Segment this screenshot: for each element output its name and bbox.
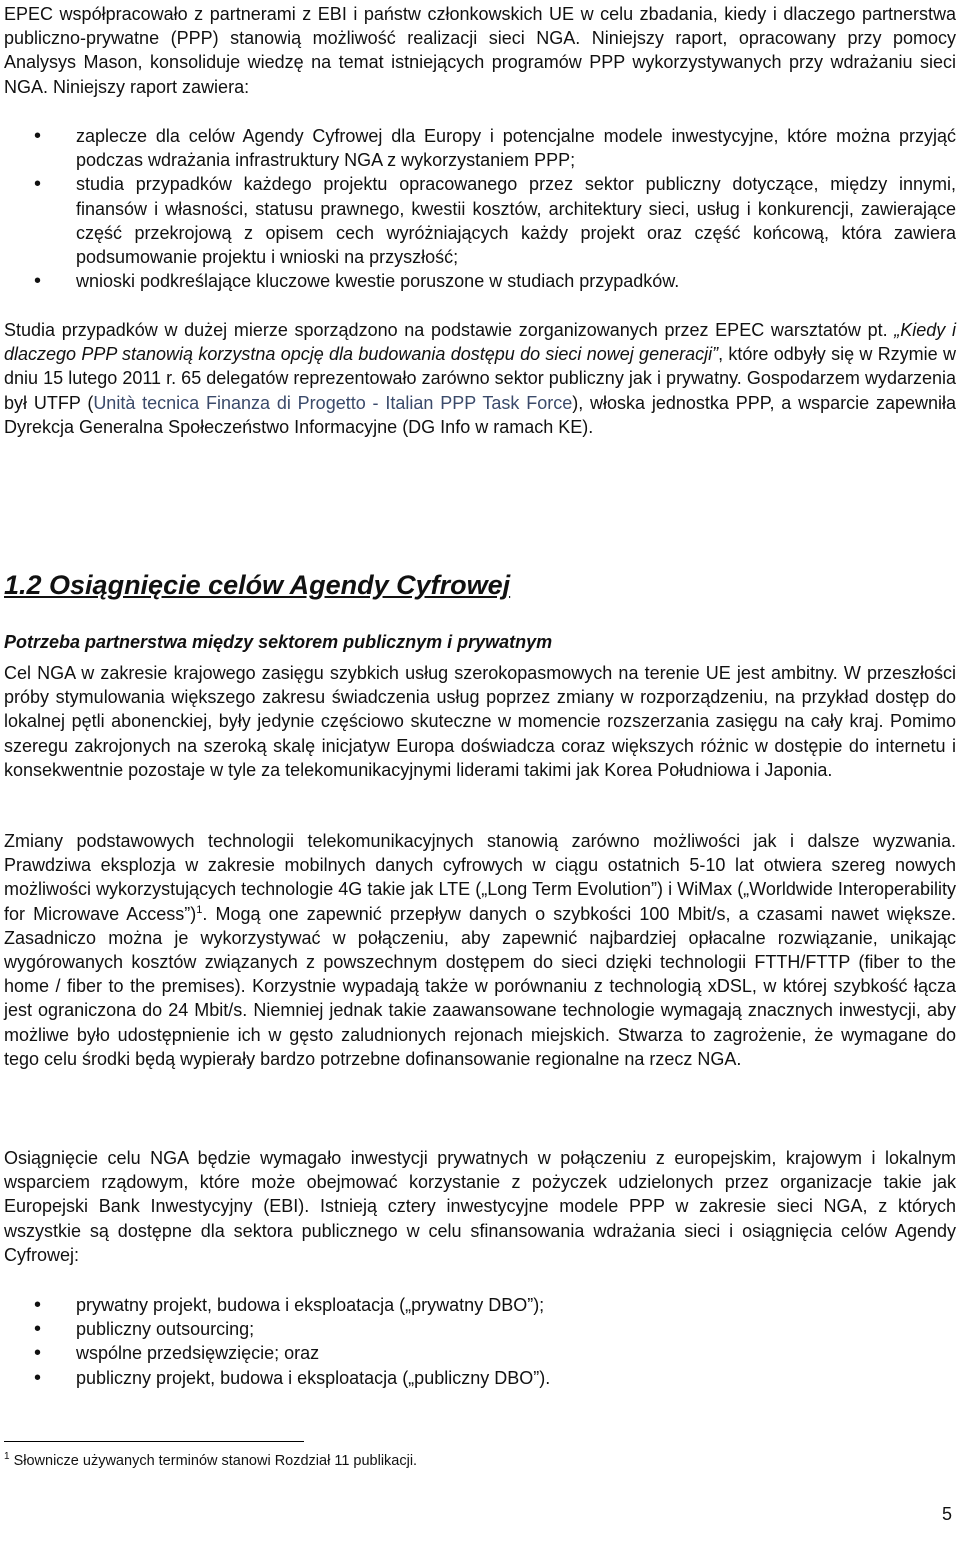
- report-contents-list: [4, 124, 956, 293]
- list-item: • studia przypadków każdego projektu opracowanego przez sektor publiczny dotyczące, między innymi, finansów i własności, statusu prawnego, kwestii kosztów, architektury sieci, usług i konkurencji, zawierające część przekrojową z opisem cech wyróżniających każdy projekt oraz część końcową, która zawiera podsumowanie projektu i wnioski na przyszłość;: [4, 172, 956, 269]
- list-item: • publiczny projekt, budowa i eksploatacja („publiczny DBO”).: [4, 1366, 956, 1390]
- workshop-title: „Kiedy i dlaczego PPP stanowią korzystna opcję dla budowania dostępu do sieci nowej generacji”: [4, 320, 956, 365]
- footnote-number: 1: [4, 1451, 10, 1463]
- technology-text-1: Zmiany podstawowych technologii telekomunikacyjnych stanowią zarówno możliwości jak i dalsze wyzwania. Prawdziwa eksplozja w zakresie mobilnych danych cyfrowych w ciągu ostatnich 5-10 lat otwiera szereg nowych możliwości wykorzystujących technologie 4G takie jak LTE („Long Term Evolution”) i WiMax („Worldwide Interoperability for Microwave Access”): [4, 831, 956, 924]
- list-item: • zaplecze dla celów Agendy Cyfrowej dla Europy i potencjalne modele inwestycyjne, które można przyjąć podczas wdrażania infrastruktury NGA z wykorzystaniem PPP;: [4, 124, 956, 172]
- case-studies-text-3: ), włoska jednostka PPP, a wsparcie zapewniła Dyrekcja Generalna Społeczeństwo Informacyjne (DG Info w ramach KE).: [4, 392, 956, 437]
- paragraph-nga-goal: Cel NGA w zakresie krajowego zasięgu szybkich usług szerokopasmowych na terenie UE jest ambitny. W przeszłości próby stymulowania większego zakresu świadczenia usług poprzez zmiany w rozporządzeniu, na przykład dostęp do lokalnej pętli abonenckiej, były jedynie częściowo skuteczne w momencie rozszerzania zasięgu na cały kraj. Pomimo szeregu zakrojonych na szeroką skalę inicjatyw Europa doświadcza coraz większych różnic w dostępie do internetu i konsekwentnie pozostaje w tyle za telekomunikacyjnymi liderami takimi jak Korea Południowa i Japonia.: [4, 663, 956, 780]
- case-studies-paragraph: [4, 318, 956, 439]
- ppp-models-list: [4, 1293, 956, 1390]
- intro-paragraph: EPEC współpracowało z partnerami z EBI i państw członkowskich UE w celu zbadania, kiedy i dlaczego partnerstwa publiczno-prywatne (PPP) stanowią możliwość realizacji sieci NGA. Niniejszy raport, opracowany przy pomocy Analysys Mason, konsoliduje wiedzę na temat istniejących programów PPP wykorzystywanych przy wdrażaniu sieci NGA. Niniejszy raport zawiera:: [4, 4, 956, 97]
- list-item: • publiczny outsourcing;: [4, 1317, 956, 1341]
- footnote: [4, 1452, 417, 1470]
- utfp-full-name: Unità tecnica Finanza di Progetto - Italian PPP Task Force: [93, 392, 573, 413]
- section-subheading: Potrzeba partnerstwa między sektorem publicznym i prywatnym: [4, 632, 553, 652]
- footnote-reference[interactable]: 1: [196, 903, 203, 916]
- technology-text-2: . Mogą one zapewnić przepływ danych o szybkości 100 Mbit/s, a czasami nawet większe. Zasadniczo można je wykorzystywać w połączeniu, aby zapewnić najbardziej opłacalne rozwiązanie, unikając wygórowanych kosztów związanych z powszechnym dostępem do sieci dzięki technologii FTTH/FTTP (fiber to the home / fiber to the premises). Korzystnie wypadają także w porównaniu z technologią xDSL, w której szybkość łącza jest ograniczona do 24 Mbit/s. Niemniej jednak takie zaawansowane technologie wymagają znacznych inwestycji, aby możliwe było udostępnienie ich w gęsto zaludnionych rejonach miejskich. Stwarza to zagrożenie, że wymagane do tego celu środki będą wypierały bardzo potrzebne dofinansowanie regionalne na rzecz NGA.: [4, 903, 956, 1069]
- list-item: • wnioski podkreślające kluczowe kwestie poruszone w studiach przypadków.: [4, 269, 956, 293]
- list-item: • wspólne przedsięwzięcie; oraz: [4, 1341, 956, 1365]
- paragraph-investment-models: Osiągnięcie celu NGA będzie wymagało inwestycji prywatnych w połączeniu z europejskim, krajowym i lokalnym wsparciem rządowym, które może obejmować korzystanie z pożyczek udzielonych przez organizacje takie jak Europejski Bank Inwestycyjny (EBI). Istnieją cztery inwestycyjne modele PPP w zakresie sieci NGA, z których wszystkie są dostępne dla sektora publicznego w celu sfinansowania wdrażania sieci i osiągnięcia celów Agendy Cyfrowej:: [4, 1148, 956, 1265]
- case-studies-text-1: Studia przypadków w dużej mierze sporządzono na podstawie zorganizowanych przez EPEC warsztatów pt.: [4, 320, 895, 340]
- case-studies-text-2: , które odbyły się w Rzymie w dniu 15 lutego 2011 r. 65 delegatów reprezentowało zarówno sektor publiczny jak i prywatny. Gospodarzem wydarzenia był UTFP (: [4, 344, 956, 413]
- footnote-text: Słownicze używanych terminów stanowi Rozdział 11 publikacji.: [13, 1453, 418, 1469]
- section-heading: 1.2 Osiągnięcie celów Agendy Cyfrowej: [4, 570, 511, 601]
- paragraph-technology-changes: [4, 829, 956, 1071]
- footnote-divider: [4, 1441, 304, 1442]
- page-number: 5: [941, 1504, 952, 1524]
- list-item: • prywatny projekt, budowa i eksploatacja („prywatny DBO”);: [4, 1293, 956, 1317]
